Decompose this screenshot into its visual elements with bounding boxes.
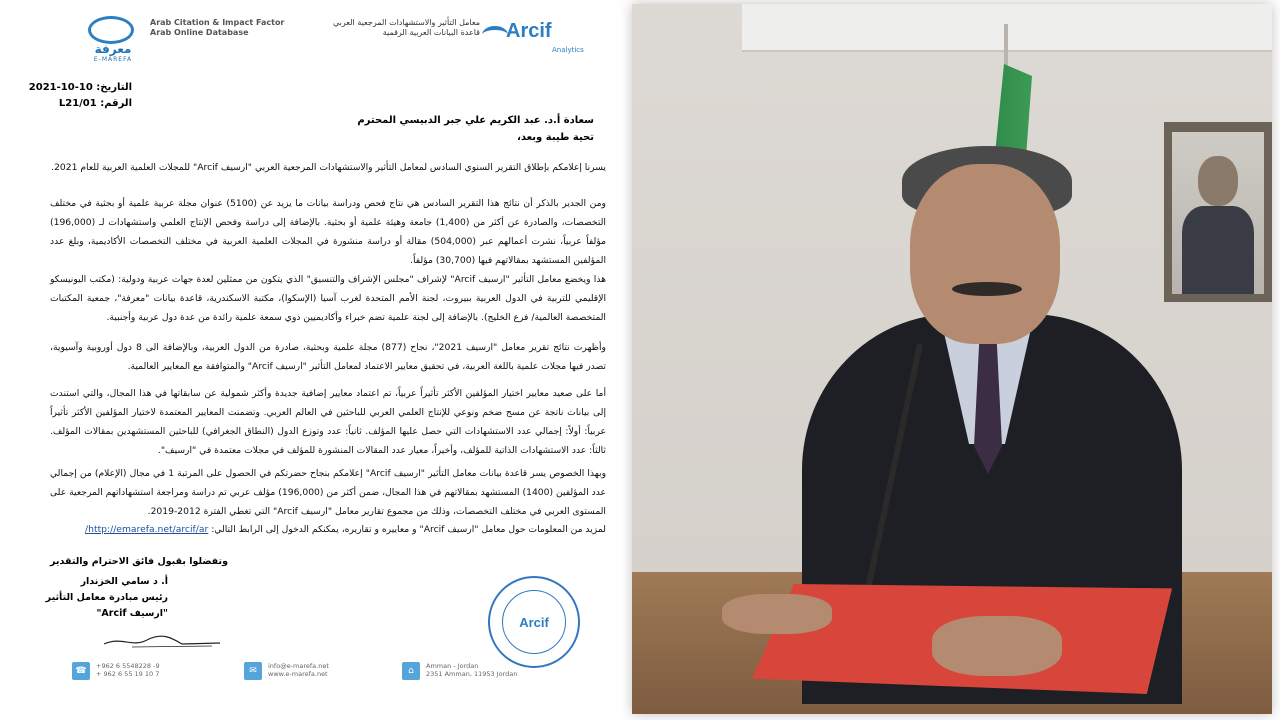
stamp-inner xyxy=(502,590,566,654)
paragraph-1: يسرنا إعلامكم بإطلاق التقرير السنوي السادس لمعامل التأثير والاستشهادات المرجعية العربي "ارسيف Arcif" للمجلات العلمية العربية للعام 2021. xyxy=(51,162,606,173)
footer-contact: ✉ info@e-marefa.net www.e-marefa.net xyxy=(244,662,329,680)
paragraph-5: أما على صعيد معايير اختيار المؤلفين الأكثر تأثيراً عربياً، تم اعتماد معايير إضافية جديدة وأكثر شمولية عن سابقاتها في هذا المجال، والتي استندت إلى بيانات ناتجة عن مسح ضخم ونوعي للإنتاج العلمي العربي للباحثين في العالم العربي. وتضمنت المعايير المعتمدة لاختيار المؤلفين الأكثر تأثيراً عربياً: أولاً: إجمالي عدد الاستشهادات التي حصل عليها المؤلف. ثانياً: عدد وتوزع الدول (النطاق الجغرافي) للباحثين المستشهدين بمقالات المؤلف. ثالثاً: عدد الاستشهادات الذاتية للمؤلف، وأخيراً، معيار عدد المقالات المنشورة للمؤلف في مجلات معتمدة في "ارسيف". xyxy=(50,388,606,456)
speaker-photo xyxy=(632,4,1272,714)
letter-meta xyxy=(29,80,132,112)
signatory-title: رئيس مبادرة معامل التأثير xyxy=(45,592,168,603)
greeting: تحية طيبة وبعد، xyxy=(517,132,594,143)
emarefa-logo: معرفة E-MAREFA xyxy=(76,16,150,62)
emarefa-logo-icon xyxy=(88,16,134,44)
signatory-org: "ارسيف Arcif" xyxy=(96,608,168,619)
arcif-link[interactable]: http://emarefa.net/arcif/ar/ xyxy=(85,524,209,535)
signature xyxy=(102,634,222,650)
letter-ref: الرقم: L21/01 xyxy=(58,98,132,109)
letterhead-title-en: Arab Citation & Impact Factor xyxy=(150,18,285,27)
paragraph-7 xyxy=(50,520,606,539)
arcif-swoosh-icon xyxy=(482,26,508,44)
letter-address xyxy=(254,112,594,146)
paragraph-2: ومن الجدير بالذكر أن نتائج هذا التقرير السادس هي نتاج فحص ودراسة بيانات ما يزيد عن (5100) عنوان مجلة عربية علمية أو بحثية في مختلف التخصصات، والصادرة عن أكثر من (1,400) جامعة وهيئة علمية أو بحثية. بالإضافة إلى دراسة وفحص الإنتاج العلمي واستشهادات لـ (196,000) مؤلفاً عربياً، نشرت أعمالهم عبر (504,000) مقالة أو دراسة منشورة في المجلات العلمية العربية في مختلف التخصصات الأكاديمية، وبلغ عدد المؤلفين المستشهد بمقالاتهم فيها (30,700) مؤلفاً. xyxy=(50,198,606,266)
footer-phone: ☎ +962 6 5548228 -9 + 962 6 55 19 10 7 xyxy=(72,662,160,680)
recipient: سعادة أ.د. عبد الكريم علي جبر الدبيسي المحترم xyxy=(357,115,594,126)
closing-line: وتفضلوا بقبول فائق الاحترام والتقدير xyxy=(50,556,228,567)
letterhead-subtitle-en: Arab Online Database xyxy=(150,28,249,37)
footer-address: ⌂ Amman - Jordan 2351 Amman, 11953 Jordan xyxy=(402,662,517,680)
location-icon: ⌂ xyxy=(402,662,420,680)
phone-icon: ☎ xyxy=(72,662,90,680)
signatory xyxy=(46,574,168,622)
letter-footer xyxy=(56,656,596,692)
letterhead xyxy=(32,8,614,66)
email-icon: ✉ xyxy=(244,662,262,680)
letter-date: التاريخ: 10-10-2021 xyxy=(28,82,132,93)
paragraph-6: وبهذا الخصوص يسر قاعدة بيانات معامل التأثير "ارسيف Arcif" إعلامكم بنجاح حضرتكم في الحصول على المرتبة 1 في مجال (الإعلام) من إجمالي عدد المؤلفين (1400) المستشهد بمقالاتهم في هذا المجال، ضمن أكثر من (196,000) مؤلف عربي تم دراسة ومراجعة استشهاداتهم المرجعية على المستوى العربي في مختلف التخصصات، وذلك من مجموع تقارير معامل "ارسيف Arcif" التي تغطي الفترة 2012-2019. xyxy=(50,468,607,517)
letterhead-title-ar: معامل التأثير والاستشهادات المرجعية العربي xyxy=(332,18,480,27)
arcif-logo: Arcif Analytics xyxy=(482,20,582,60)
signatory-name: أ. د سامي الخزندار xyxy=(80,576,168,587)
more-info-text: لمزيد من المعلومات حول معامل "ارسيف Arcif" و معاييره و تقاريره، يمكنكم الدخول إلى الرابط التالي: xyxy=(211,524,606,535)
stamp-word: Arcif xyxy=(519,614,549,630)
letter xyxy=(28,8,614,708)
arcif-stamp xyxy=(488,576,580,668)
paragraph-3: هذا ويخضع معامل التأثير "ارسيف Arcif" لإشراف "مجلس الإشراف والتنسيق" الذي يتكون من ممثلين لعدة جهات عربية ودولية: (مكتب اليونيسكو الإقليمي للتربية في الدول العربية ببيروت، لجنة الأمم المتحدة لغرب آسيا (الإسكوا)، مكتبة الاسكندرية، قاعدة بيانات "معرفة"، جمعية المكتبات المتخصصة العالمية/ فرع الخليج). بالإضافة إلى لجنة علمية تضم خبراء وأكاديميين ذوي سمعة علمية رائدة من عدة دول عربية وأجنبية. xyxy=(50,274,606,323)
letterhead-subtitle-ar: قاعدة البيانات العربية الرقمية xyxy=(382,28,480,37)
letterhead-titles xyxy=(150,18,480,38)
paragraph-4: وأظهرت نتائج تقرير معامل "ارسيف 2021"، نجاح (877) مجلة علمية وبحثية، صادرة من الدول العربية، وبالإضافة الى 8 دول أوروبية وآسيوية، تصدر فيها مجلات علمية باللغة العربية، في تحقيق معايير الاعتماد لمعامل التأثير "ارسيف Arcif" والمتوافقة مع المعايير العالمية. xyxy=(50,342,606,372)
